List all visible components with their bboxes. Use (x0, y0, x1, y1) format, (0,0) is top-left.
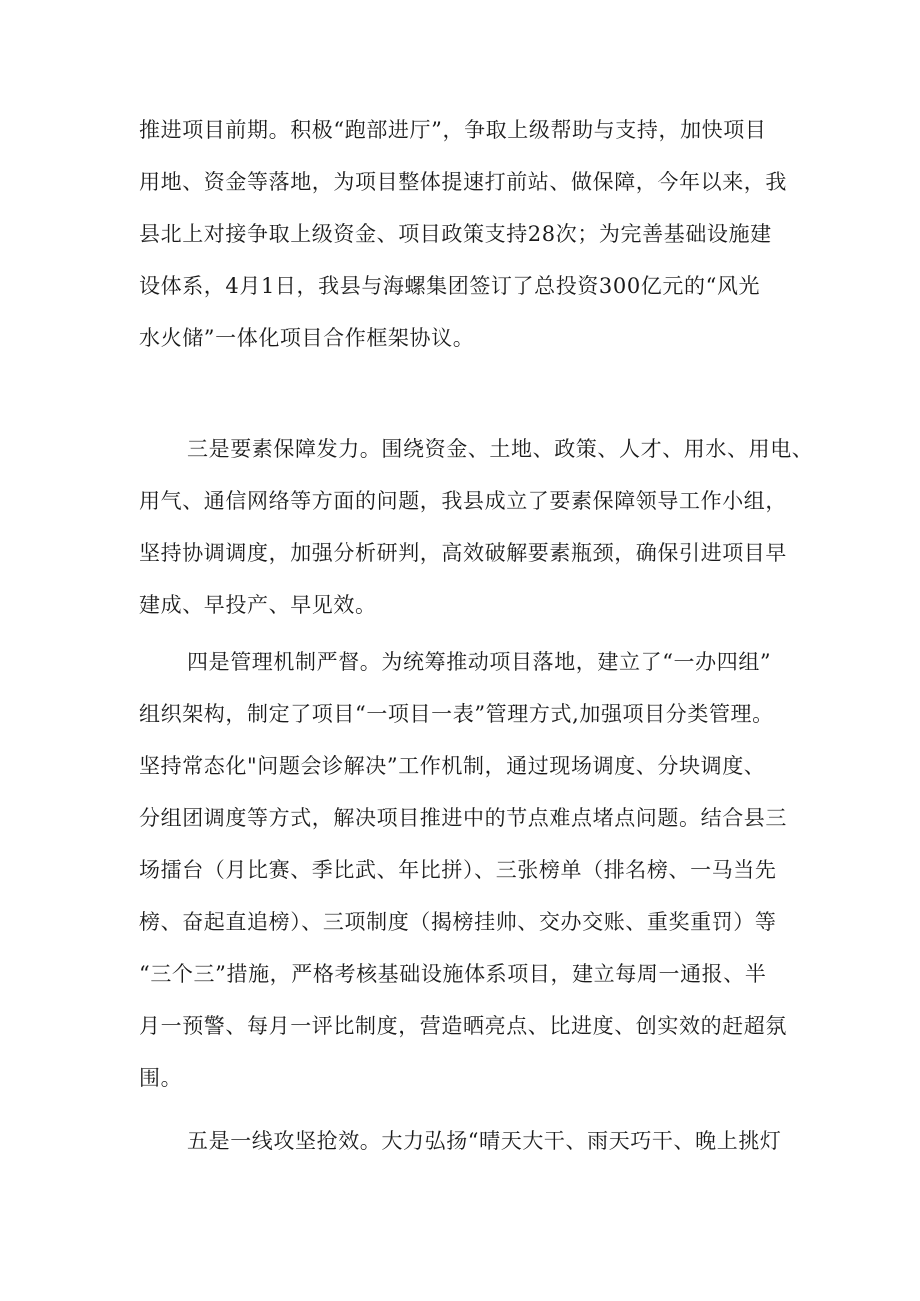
text-line: 分组团调度等方式，解决项目推进中的节点难点堵点问题。结合县三 (139, 806, 787, 830)
text-line: 坚持常态化"问题会诊解决”工作机制，通过现场调度、分块调度、 (139, 754, 766, 778)
text-line: 四是管理机制严督。为统筹推动项目落地，建立了“一办四组” (187, 650, 772, 674)
text-line: 月一预警、每月一评比制度，营造晒亮点、比进度、创实效的赶超氛 (139, 1014, 787, 1038)
text-line: 榜、奋起直追榜）、三项制度（揭榜挂帅、交办交账、重奖重罚）等 (139, 910, 777, 934)
text-line: 三是要素保障发力。围绕资金、土地、政策、人才、用水、用电、 (187, 437, 814, 461)
text-line: 坚持协调调度，加强分析研判，高效破解要素瓶颈，确保引进项目早 (139, 541, 787, 565)
text-line: 围。 (139, 1066, 183, 1090)
text-line: 建成、早投产、早见效。 (139, 593, 377, 617)
text-line: 用气、通信网络等方面的问题，我县成立了要素保障领导工作小组， (139, 489, 787, 513)
text-line: 组织架构，制定了项目“一项目一表”管理方式,加强项目分类管理。 (139, 702, 774, 726)
text-line: “三个三”措施，严格考核基础设施体系项目，建立每周一通报、半 (139, 962, 767, 986)
paragraph-management-mechanism (139, 636, 799, 1104)
text-line: 推进项目前期。积极“跑部进厅”，争取上级帮助与支持，加快项目 (139, 118, 767, 142)
text-line: 水火储”一体化项目合作框架协议。 (139, 326, 475, 350)
paragraph-project-preparation (139, 104, 799, 364)
text-line: 县北上对接争取上级资金、项目政策支持28次；为完善基础设施建 (139, 222, 772, 246)
paragraph-frontline-effort (139, 1115, 799, 1167)
paragraph-factor-guarantee (139, 423, 814, 631)
text-line: 五是一线攻坚抢效。大力弘扬“晴天大干、雨天巧干、晚上挑灯 (187, 1129, 782, 1153)
text-line: 用地、资金等落地，为项目整体提速打前站、做保障，今年以来，我 (139, 170, 787, 194)
text-line: 场擂台（月比赛、季比武、年比拼）、三张榜单（排名榜、一马当先 (139, 858, 777, 882)
text-line: 设体系，4月1日，我县与海螺集团签订了总投资300亿元的“风光 (139, 274, 761, 298)
